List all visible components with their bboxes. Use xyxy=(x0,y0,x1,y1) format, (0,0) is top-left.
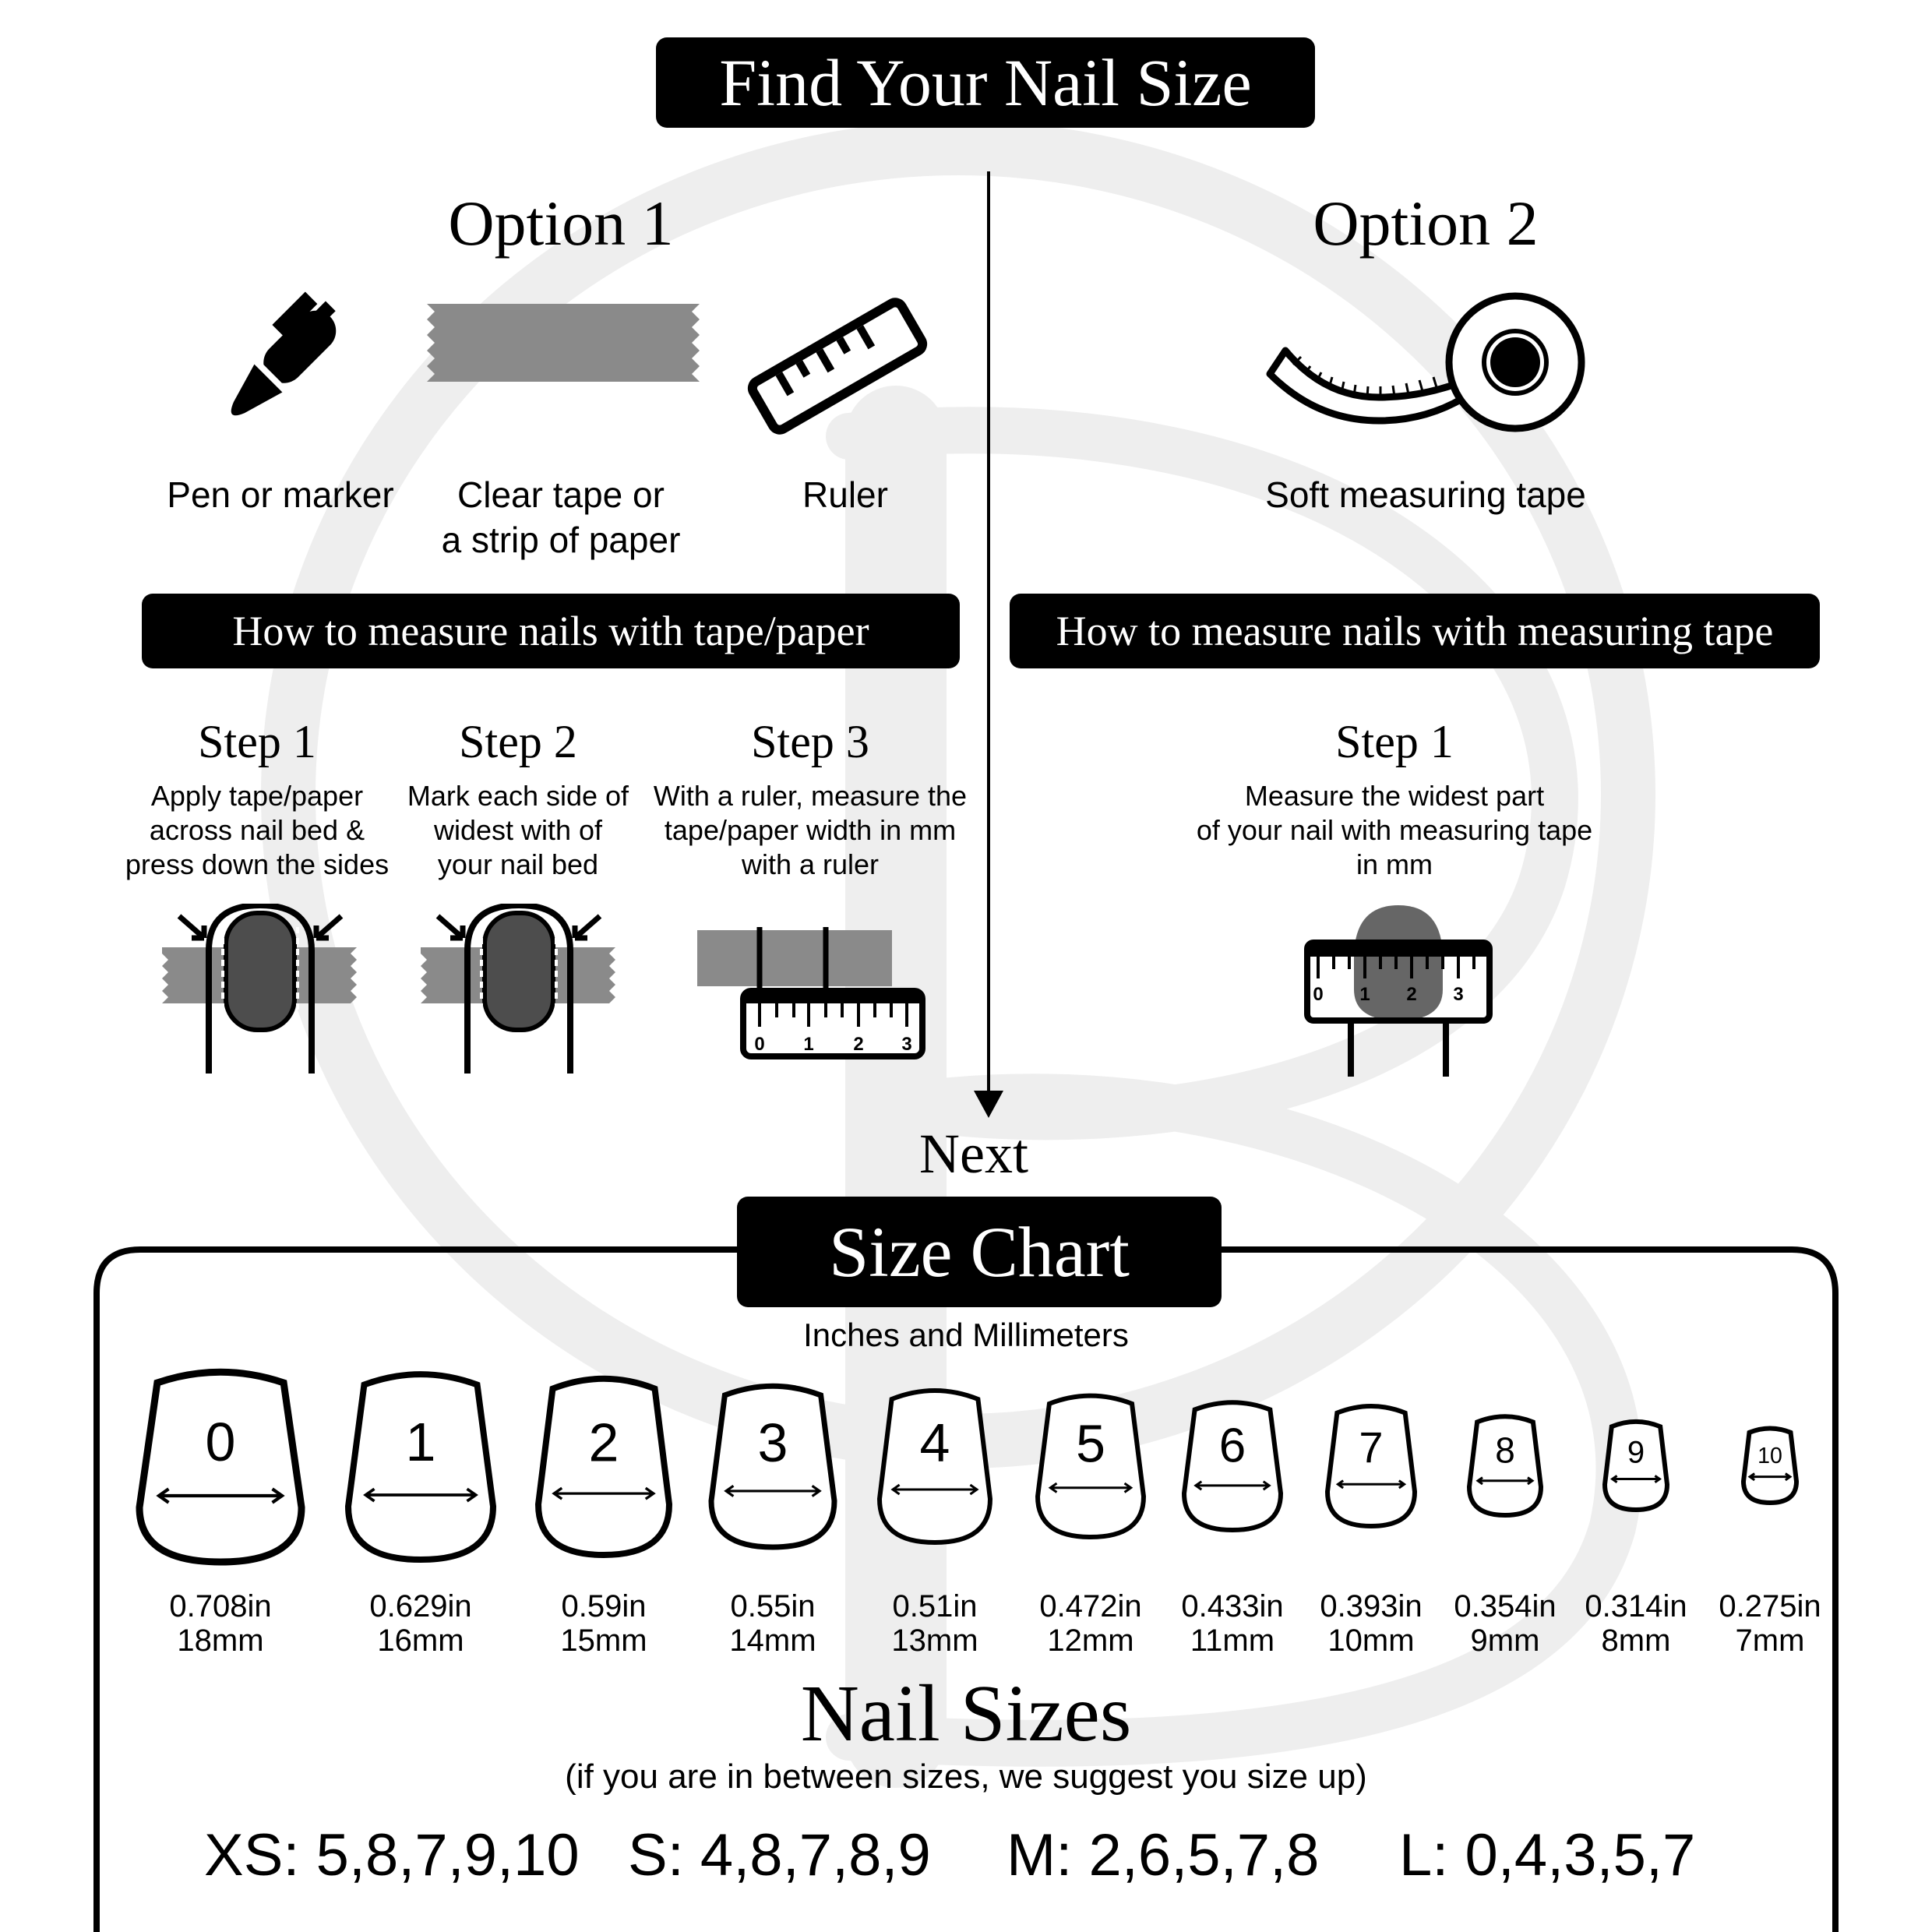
option1-step3-line1: With a ruler, measure the xyxy=(653,780,968,812)
size-inches-3: 0.55in xyxy=(730,1589,816,1624)
size-inches-5: 0.472in xyxy=(1039,1589,1142,1624)
nail-number-9: 9 xyxy=(1627,1435,1645,1470)
size-mm-1: 16mm xyxy=(377,1624,464,1658)
nail-number-2: 2 xyxy=(588,1412,619,1473)
nail-number-6: 6 xyxy=(1218,1419,1246,1473)
size-mm-10: 7mm xyxy=(1735,1624,1805,1658)
size-group-l: L: 0,4,3,5,7 xyxy=(1399,1822,1696,1888)
tool-label-measuring-tape: Soft measuring tape xyxy=(1265,474,1586,515)
nail-shapes xyxy=(0,1324,1932,1589)
option2-heading: Option 2 xyxy=(1313,188,1539,259)
page-title: Find Your Nail Size xyxy=(719,45,1252,120)
nail-sizes-title: Nail Sizes xyxy=(800,1669,1132,1758)
option1-step1-line2: across nail bed & xyxy=(149,814,365,846)
size-group-m: M: 2,6,5,7,8 xyxy=(1007,1822,1320,1888)
size-mm-0: 18mm xyxy=(177,1624,264,1658)
option1-step3-line2: tape/paper width in mm xyxy=(664,814,957,846)
size-mm-6: 11mm xyxy=(1190,1624,1275,1658)
nail-number-10: 10 xyxy=(1757,1444,1782,1469)
size-mm-9: 8mm xyxy=(1601,1624,1671,1658)
size-chart-banner xyxy=(737,1197,1222,1307)
nail-sizes-note: (if you are in between sizes, we suggest you size up) xyxy=(565,1757,1367,1796)
size-group-s: S: 4,8,7,8,9 xyxy=(628,1822,931,1888)
size-mm-5: 12mm xyxy=(1047,1624,1134,1658)
step3-ruler-tick-1: 1 xyxy=(803,1034,814,1055)
option1-step1-line3: press down the sides xyxy=(125,848,390,880)
option1-heading: Option 1 xyxy=(448,188,674,259)
size-inches-10: 0.275in xyxy=(1719,1589,1821,1624)
size-inches-9: 0.314in xyxy=(1585,1589,1687,1624)
size-group-xs: XS: 5,8,7,9,10 xyxy=(204,1822,580,1888)
size-mm-7: 10mm xyxy=(1327,1624,1415,1658)
nail-number-7: 7 xyxy=(1359,1422,1384,1472)
option1-step1-title: Step 1 xyxy=(198,716,316,767)
tool-label-tape-line1: Clear tape or xyxy=(457,474,665,515)
nail-number-8: 8 xyxy=(1495,1430,1515,1471)
tool-label-ruler: Ruler xyxy=(802,474,888,515)
option2-step1-line3: in mm xyxy=(1356,848,1433,880)
option1-step2-title: Step 2 xyxy=(459,716,577,767)
size-inches-7: 0.393in xyxy=(1320,1589,1423,1624)
size-mm-4: 13mm xyxy=(891,1624,978,1658)
size-inches-6: 0.433in xyxy=(1181,1589,1284,1624)
option2-banner-text: How to measure nails with measuring tape xyxy=(1056,608,1774,654)
next-label: Next xyxy=(919,1123,1028,1185)
option1-step3-line3: with a ruler xyxy=(741,848,880,880)
size-mm-8: 9mm xyxy=(1470,1624,1540,1658)
option2-step1-title: Step 1 xyxy=(1335,716,1454,767)
option2-ruler-tick-2: 2 xyxy=(1406,984,1417,1005)
option1-step2-line3: your nail bed xyxy=(437,848,599,880)
tool-label-tape-line2: a strip of paper xyxy=(441,520,681,560)
size-inches-1: 0.629in xyxy=(369,1589,472,1624)
option1-step1-line1: Apply tape/paper xyxy=(150,780,364,812)
option2-step1-line1: Measure the widest part xyxy=(1244,780,1545,812)
nail-number-1: 1 xyxy=(405,1412,436,1473)
size-mm-3: 14mm xyxy=(729,1624,816,1658)
nail-number-3: 3 xyxy=(757,1412,788,1473)
tool-label-pen: Pen or marker xyxy=(167,474,394,515)
option1-step2-line1: Mark each side of xyxy=(407,780,629,812)
size-inches-2: 0.59in xyxy=(561,1589,647,1624)
size-mm-2: 15mm xyxy=(560,1624,647,1658)
size-inches-4: 0.51in xyxy=(892,1589,978,1624)
size-chart-subtitle: Inches and Millimeters xyxy=(803,1317,1129,1353)
step3-ruler-tick-0: 0 xyxy=(754,1034,765,1055)
step3-ruler-tick-2: 2 xyxy=(853,1034,864,1055)
nail-number-4: 4 xyxy=(919,1412,950,1473)
size-inches-0: 0.708in xyxy=(169,1589,272,1624)
option1-banner-text: How to measure nails with tape/paper xyxy=(232,608,869,654)
size-inches-8: 0.354in xyxy=(1454,1589,1557,1624)
option2-ruler-tick-0: 0 xyxy=(1313,984,1324,1005)
option2-ruler-tick-1: 1 xyxy=(1359,984,1370,1005)
nail-number-0: 0 xyxy=(205,1412,236,1472)
size-chart-title: Size Chart xyxy=(829,1212,1130,1292)
option2-ruler-tick-3: 3 xyxy=(1453,984,1464,1005)
step3-ruler-tick-3: 3 xyxy=(901,1034,912,1055)
nail-number-5: 5 xyxy=(1076,1414,1105,1474)
option2-step1-line2: of your nail with measuring tape xyxy=(1196,814,1593,846)
option1-step2-line2: widest with of xyxy=(433,814,603,846)
option1-step3-title: Step 3 xyxy=(751,716,869,767)
